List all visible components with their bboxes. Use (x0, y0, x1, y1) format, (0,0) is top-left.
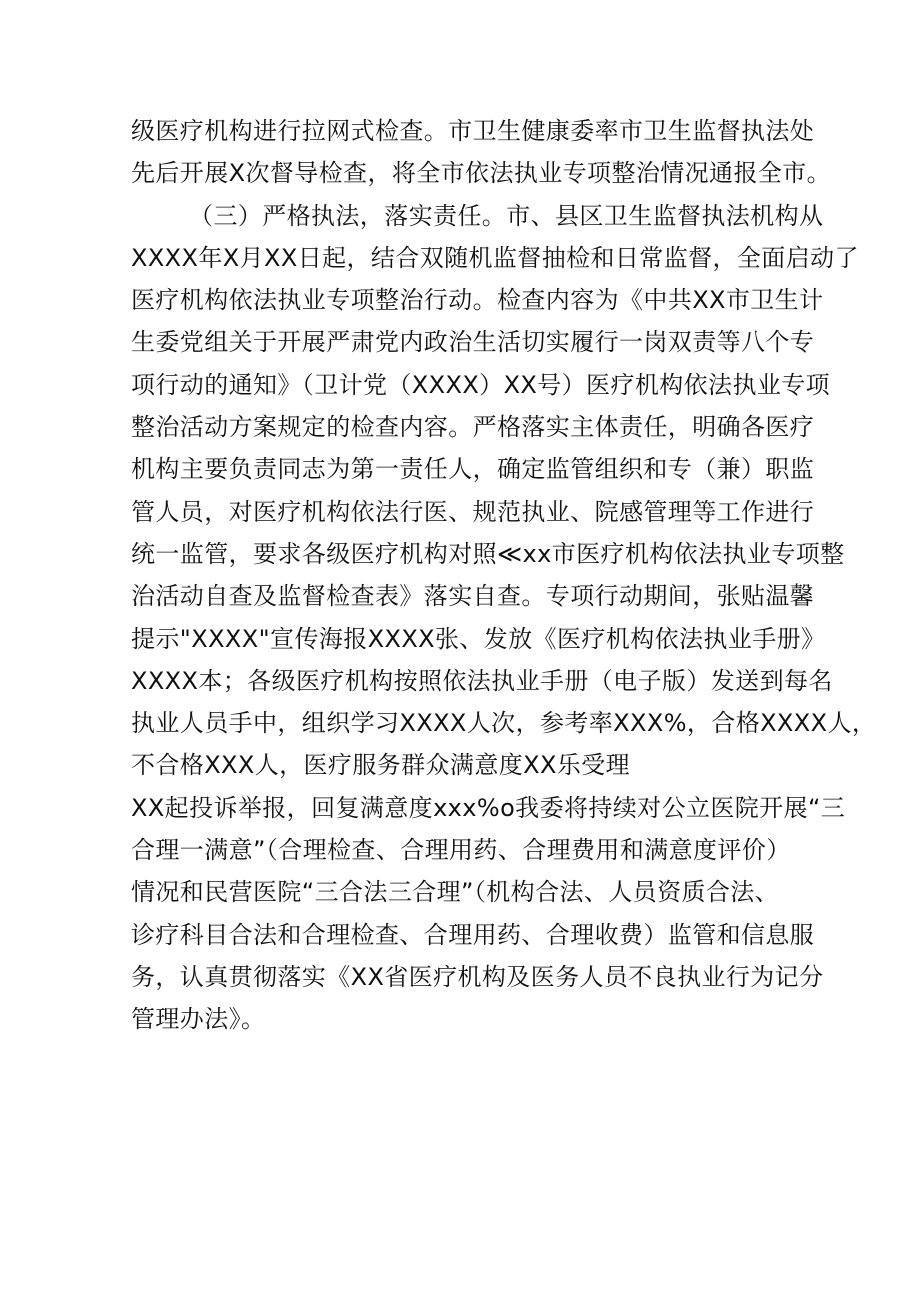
text-line: 级医疗机构进行拉网式检查。市卫生健康委率市卫生监督执法处 (131, 117, 815, 145)
text-line: 不合格XXX人，医疗服务群众满意度XX乐受理 (131, 751, 631, 780)
text-line: 统一监管，要求各级医疗机构对照≪xx市医疗机构依法执业专项整 (131, 539, 845, 568)
text-line: 治活动自查及监督检查表》落实自查。专项行动期间，张贴温馨 (131, 582, 815, 611)
text-line: 先后开展X次督导检查，将全市依法执业专项整治情况通报全市。 (131, 159, 832, 188)
text-line: 合理一满意”（合理检查、合理用药、合理费用和满意度评价） (131, 836, 791, 865)
text-line: 项行动的通知》（卫计党（XXXX）XX号）医疗机构依法执业专项 (131, 370, 831, 399)
text-line: XXXX年X月XX日起，结合双随机监督抽检和日常监督，全面启动了 (131, 243, 859, 272)
text-line: 管人员，对医疗机构依法行医、规范执业、院感管理等工作进行 (131, 497, 815, 526)
text-line: 执业人员手中，组织学习XXXX人次，参考率XXX%，合格XXXX人， (131, 709, 877, 738)
text-line: 机构主要负责同志为第一责任人，确定监管组织和专（兼）职监 (131, 455, 815, 484)
text-line: 诊疗科目合法和合理检查、合理用药、合理收费）监管和信息服 (131, 920, 815, 949)
text-line: 情况和民营医院“三合法三合理”（机构合法、人员资质合法、 (131, 878, 780, 907)
text-line: 管理办法》。 (131, 1005, 266, 1034)
body-text (131, 110, 877, 1041)
text-line: 务，认真贯彻落实《XX省医疗机构及医务人员不良执业行为记分 (131, 962, 824, 991)
text-line: XX起投诉举报，回复满意度xxx%o我委将持续对公立医院开展“三 (131, 793, 846, 822)
text-line: XXXX本；各级医疗机构按照依法执业手册（电子版）发送到每名 (131, 666, 833, 695)
text-line: 医疗机构依法执业专项整治行动。检查内容为《中共XX市卫生计 (131, 286, 824, 315)
text-line: 提示"XXXX"宣传海报XXXX张、发放《医疗机构依法执业手册》 (131, 624, 826, 653)
text-line: 生委党组关于开展严肃党内政治生活切实履行一岗双责等八个专 (131, 328, 815, 357)
section-heading-line: （三）严格执法，落实责任。市、县区卫生监督执法机构从 (189, 201, 824, 230)
text-line: 整治活动方案规定的检查内容。严格落实主体责任，明确各医疗 (131, 413, 815, 442)
